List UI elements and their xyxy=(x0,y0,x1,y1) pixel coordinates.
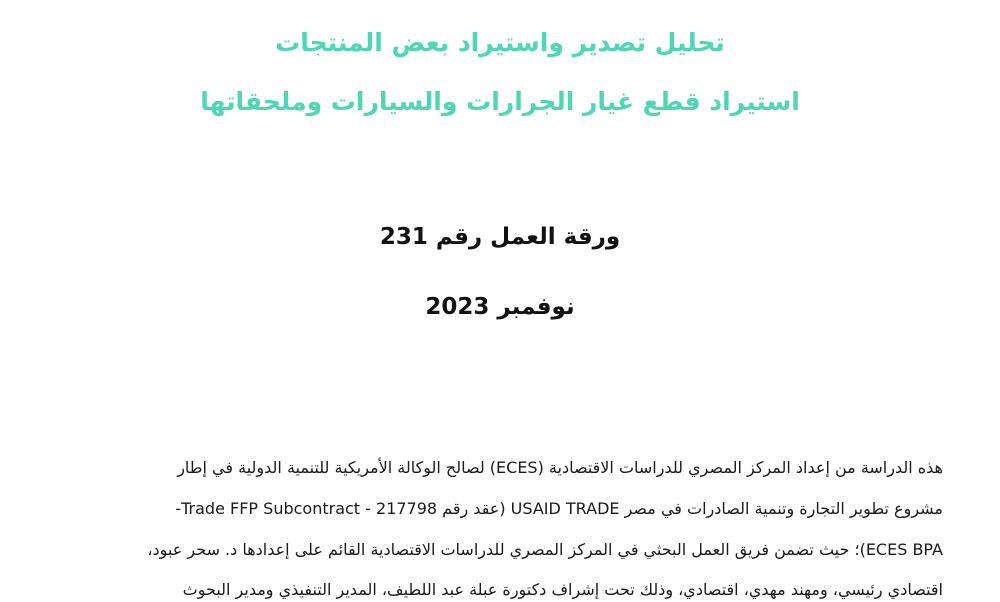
working-paper-number: ورقة العمل رقم 231 xyxy=(379,224,621,250)
body-text-line: مشروع تطوير التجارة وتنمية الصادرات في مصر USAID TRADE (عقد رقم 217798 - Trade FFP Subcontract- xyxy=(175,499,943,518)
body-text-line: اقتصادي رئيسي، ومهند مهدي، اقتصادي، وذلك تحت إشراف دكتورة عبلة عبد اللطيف، المدير التنفيذي ومدير البحوث xyxy=(182,580,943,599)
publication-date: نوفمبر 2023 xyxy=(425,294,575,320)
document-title: تحليل تصدير واستيراد بعض المنتجات xyxy=(275,28,725,57)
body-text-line: ECES BPA)؛ حيث تضمن فريق العمل البحثي في المركز المصري للدراسات الاقتصادية القائم على إعدادها د. سحر عبود، xyxy=(147,540,943,559)
document-subtitle: استيراد قطع غيار الجرارات والسيارات وملحقاتها xyxy=(200,87,800,116)
body-text-line: هذه الدراسة من إعداد المركز المصري للدراسات الاقتصادية (ECES) لصالح الوكالة الأمريكية للتنمية الدولية في إطار xyxy=(177,458,943,477)
